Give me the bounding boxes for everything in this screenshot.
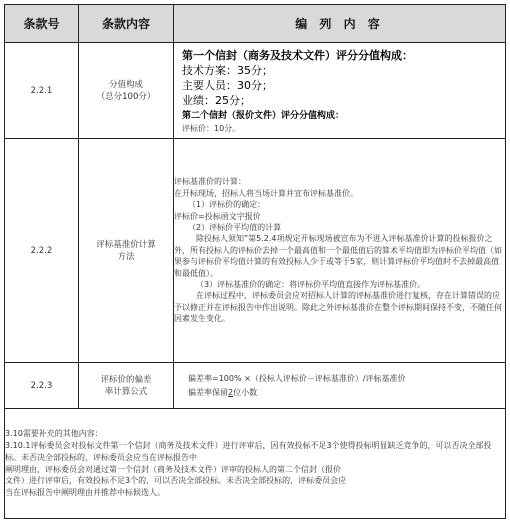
content-paragraph: 除投标人须知”第5.2.4项规定开标现场被宣布为不进入评标基准价计算的投标报价之外，所有投标人的评标价去掉一个最高值和一个最低值后的算术平均值即为评标价平均值（如果参与评标价平均值计算的有效投标人少于或等于5家，则计算评标价平均值时不去掉最高值和最低值）。 [174, 234, 502, 278]
supplementary-note [5, 409, 506, 519]
clause-content [174, 43, 506, 139]
clause-title-line: 率计算公式 [104, 386, 148, 397]
note-line: 文件）进行评审后，有效投标不足3个的，可以否决全部投标。未否决全部投标的，评标委员会应 [5, 476, 347, 486]
tech-score: 技术方案：35分； [182, 63, 273, 77]
content-line: （1）评标价的确定： [188, 200, 266, 210]
clause-content [174, 363, 506, 409]
note-line: 阐明理由，评标委员会对通过第一个信封（商务及技术文件）评审的投标人的第二个信封（报价 [5, 464, 341, 474]
decimal-retention [188, 386, 497, 400]
content-paragraph: 在评标过程中，评标委员会应对招标人计算的评标基准价进行复核，存在计算错误的应予以修正并在评标报告中作出说明。除此之外评标基准价在整个评标期间保持不变，不随任何因素发生变化。 [174, 291, 502, 324]
header-clause-content: 条款内容 [79, 5, 174, 43]
price-score: 评标价：10分。 [182, 123, 241, 133]
clause-title [79, 139, 174, 363]
envelope2-title: 第二个信封（报价文件）评分分值构成： [182, 110, 345, 121]
clause-title-line: （总分100分） [96, 91, 156, 102]
content-line: 在开标现场，招标人将当场计算并宣布评标基准价。 [174, 188, 358, 198]
retain-suffix: 位小数 [233, 387, 258, 397]
note-line: 当在评标报告中阐明理由并推荐中标候选人。 [5, 488, 165, 498]
table-row [5, 43, 506, 139]
clause-content [174, 139, 506, 363]
content-line: 评标价=投标函文字报价 [174, 211, 261, 221]
content-line: （2）评标价平均值的计算 [188, 222, 282, 232]
note-line: 3.10.1评标委员会对投标文件第一个信封（商务及技术文件）进行评审后，因有效投标不足3个使得投标明显缺乏竞争的，可以否决全部投标。未否决全部投标的，评标委员会应当在评标报告中 [5, 440, 492, 462]
retain-prefix: 偏差率保留 [188, 387, 228, 397]
bid-evaluation-table [4, 4, 506, 519]
header-clause-number: 条款号 [5, 5, 79, 43]
clause-title-line: 方法 [117, 251, 135, 262]
content-line: 评标基准价的计算： [174, 177, 246, 187]
performance-score: 业绩：25分； [182, 93, 251, 107]
clause-title-line: 评标价的偏差 [100, 374, 152, 385]
note-line: 3.10需要补充的其他内容： [5, 429, 103, 439]
content-paragraph: （3）评标基准价的确定：将评标价平均值直接作为评标基准价。 [196, 280, 426, 290]
retain-value: 2 [228, 387, 234, 397]
clause-title [79, 43, 174, 139]
deviation-formula: 偏差率=100% ×（投标人评标价－评标基准价）/评标基准价 [188, 373, 406, 383]
clause-number: 2.2.2 [5, 139, 79, 363]
clause-number: 2.2.1 [5, 43, 79, 139]
clause-title [79, 363, 174, 409]
envelope1-title: 第一个信封（商务及技术文件）评分分值构成： [182, 48, 413, 62]
table-header-row [5, 5, 506, 43]
table-row [5, 363, 506, 409]
note-row [5, 409, 506, 519]
clause-number: 2.2.3 [5, 363, 79, 409]
clause-title-line: 评标基准价计算 [96, 239, 156, 250]
header-compiled-content: 编 列 内 容 [174, 5, 506, 43]
clause-title-line: 分值构成 [108, 79, 143, 90]
staff-score: 主要人员：30分； [182, 78, 273, 92]
table-row [5, 139, 506, 363]
